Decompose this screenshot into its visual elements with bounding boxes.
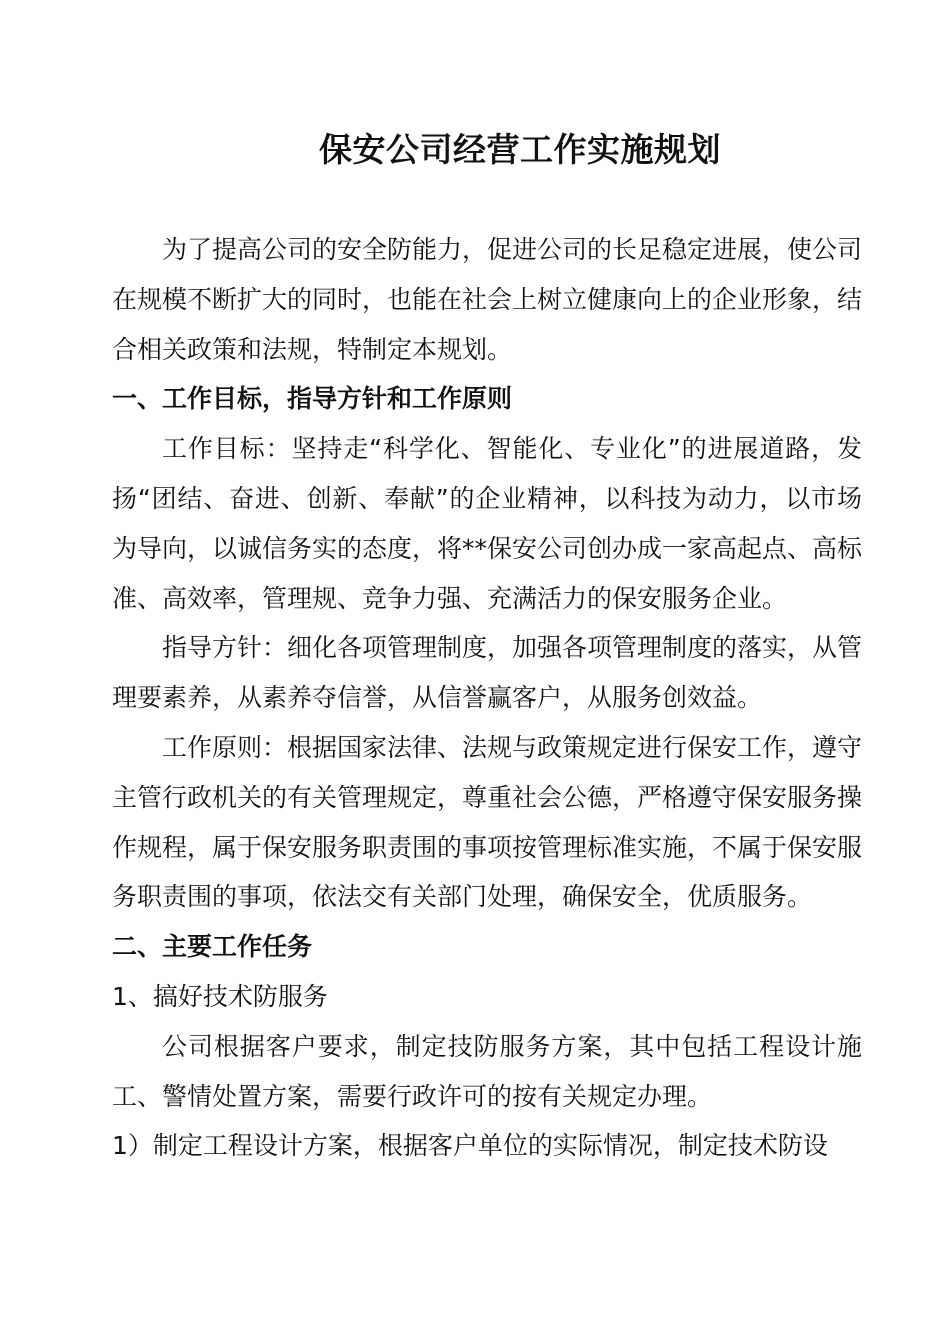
item-1-sub-1: 1）制定工程设计方案，根据客户单位的实际情况，制定技术防设: [112, 1131, 828, 1161]
work-principle-paragraph: 工作原则：根据国家法律、法规与政策规定进行保安工作，遵守主管行政机关的有关管理规定，尊重社会公德，严格遵守保安服务操作规程，属于保安服务职责围的事项按管理标准实施，不属于保安服务职责围的事项，依法交有关部门处理，确保安全，优质服务。: [112, 732, 863, 912]
section-1-heading: 一、工作目标，指导方针和工作原则: [112, 384, 513, 414]
document-body: [112, 225, 862, 1171]
item-1-title: 1、搞好技术防服务: [112, 981, 328, 1011]
work-goal-paragraph: 工作目标：坚持走“科学化、智能化、专业化”的进展道路，发扬“团结、奋进、创新、奉献”的企业精神，以科技为动力，以市场为导向，以诚信务实的态度，将**保安公司创办成一家高起点、高标准、高效率，管理规、竞争力强、充满活力的保安服务企业。: [112, 434, 863, 613]
item-1-paragraph: 公司根据客户要求，制定技防服务方案，其中包括工程设计施工、警情处置方案，需要行政许可的按有关规定办理。: [112, 1031, 862, 1111]
intro-paragraph: 为了提高公司的安全防能力，促进公司的长足稳定进展，使公司在规模不断扩大的同时，也能在社会上树立健康向上的企业形象，结合相关政策和法规，特制定本规划。: [112, 235, 863, 364]
document-title: 保安公司经营工作实施规划: [319, 130, 721, 169]
guideline-paragraph: 指导方针：细化各项管理制度，加强各项管理制度的落实，从管理要素养，从素养夺信誉，从信誉赢客户，从服务创效益。: [112, 633, 863, 713]
section-2-heading: 二、主要工作任务: [112, 932, 313, 962]
